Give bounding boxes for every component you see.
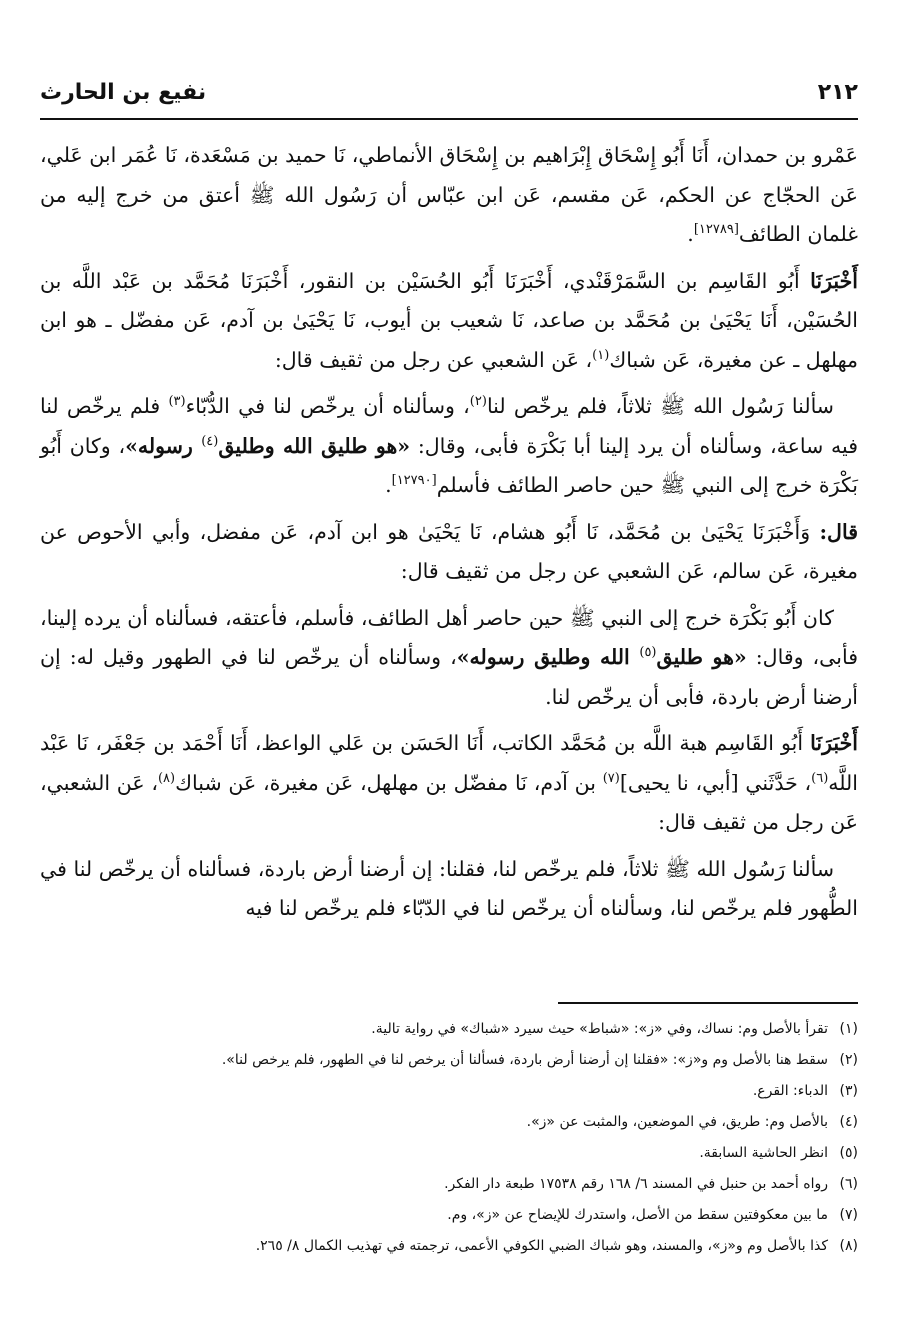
- footnote-number: (٨): [839, 1238, 858, 1254]
- footnote: [40, 1169, 858, 1200]
- paragraph-3: سألنا رَسُول الله ﷺ ثلاثاً، فلم يرخّص لنا$^{(٢)}$، وسألناه أن يرخّص لنا في الدُّبّاء$^{(٣)}$ فلم يرخّص لنا فيه ساعة، وسألناه أن يرد إلينا أبا بَكْرَة فأبى، وقال: «هو طليق الله وطليق$^{(٤)}$ رسوله»، وكان أَبُو بَكْرَة خرج إلى النبي ﷺ حين حاصر الطائف فأسلم[١٢٧٩٠].: [40, 394, 858, 497]
- footnote-number: (٤): [839, 1114, 858, 1130]
- footnote-text: الدباء: القرع.: [752, 1083, 828, 1099]
- footnote: [40, 1200, 858, 1231]
- paragraph-5: كان أَبُو بَكْرَة خرج إلى النبي ﷺ حين حاصر أهل الطائف، فأسلم، فأعتقه، فسألناه أن يرده إلينا، فأبى، وقال: «هو طليق$^{(٥)}$ الله وطليق رسوله»، وسألناه أن يرخّص لنا في الطهور وقيل له: إن أرضنا أرض باردة، فأبى أن يرخّص لنا.: [40, 605, 858, 709]
- footnote-number: (١): [839, 1021, 858, 1037]
- footnote-text: سقط هنا بالأصل وم و«ز»: «فقلنا إن أرضنا أرض باردة، فسألنا أن يرخص لنا في الطهور، فلم يرخص لنا».: [221, 1052, 828, 1068]
- footnote-number: (٧): [839, 1207, 858, 1223]
- footnote-marker-2: (٢): [469, 394, 487, 410]
- footnote-text: ما بين معكوفتين سقط من الأصل، واستدرك للإيضاح عن «ز»، وم.: [447, 1207, 828, 1223]
- paragraph-4: قال: وَأَخْبَرَنَا يَحْيَىٰ بن مُحَمَّد، نَا أَبُو هشام، نَا يَحْيَىٰ هو ابن آدم، عَن مفضل، وأبي الأحوص عن مغيرة، عَن سالم، عَن الشعبي عن رجل من ثقيف قال:: [40, 519, 858, 583]
- footnote: [40, 1138, 858, 1169]
- footnote-number: (٣): [839, 1083, 858, 1099]
- footnote-number: (٢): [839, 1052, 858, 1068]
- paragraph-1: عَمْرو بن حمدان، أَنَا أَبُو إِسْحَاق إِبْرَاهيم بن إِسْحَاق الأنماطي، نَا حميد بن مَسْعَدة، نَا عُمَر ابن عَلي، عَن الحجّاج عن الحكم، عَن مقسم، عَن ابن عبّاس أن رَسُول الله ﷺ أعتق من خرج إليه من غلمان الطائف[١٢٧٨٩].: [40, 143, 858, 246]
- footnote-marker-6: (٦): [811, 770, 829, 786]
- footnote-marker-3: (٣): [168, 394, 186, 410]
- paragraph-2: أَخْبَرَنَا أَبُو القَاسِم بن السَّمَرْقَنْدي، أَخْبَرَنَا أَبُو الحُسَيْن بن النقور، أَخْبَرَنَا مُحَمَّد بن عَبْد اللَّه بن الحُسَيْن، أَنَا يَحْيَىٰ بن مُحَمَّد بن صاعد، نَا شعيب بن أيوب، نَا يَحْيَىٰ بن آدم، عَن مفضّل ـ هو ابن مهلهل ـ عن مغيرة، عَن شباك$^{(١)}$، عَن الشعبي عن رجل من ثقيف قال:: [40, 268, 858, 372]
- footnote: [40, 1107, 858, 1138]
- footnote-number: (٥): [839, 1145, 858, 1161]
- paragraph-7: سألنا رَسُول الله ﷺ ثلاثاً، فلم يرخّص لنا، فقلنا: إن أرضنا أرض باردة، فسألناه أن يرخّص لنا في الطُّهور فلم يرخّص لنا، وسألناه أن يرخّص لنا في الدّبّاء فلم يرخّص لنا فيه: [40, 856, 858, 920]
- footnote-text: انظر الحاشية السابقة.: [699, 1145, 828, 1161]
- page-number: ٢١٢: [817, 79, 858, 105]
- page-header: [40, 72, 858, 112]
- footnote-number: (٦): [839, 1176, 858, 1192]
- footnote-text: كذا بالأصل وم و«ز»، والمسند، وهو شباك الضبي الكوفي الأعمى، ترجمته في تهذيب الكمال ٨/ ٢٦٥.: [255, 1238, 828, 1254]
- paragraph-6: أَخْبَرَنَا أَبُو القَاسِم هبة اللَّه بن مُحَمَّد الكاتب، أَنَا الحَسَن بن عَلي الواعظ، أَنَا أَحْمَد بن جَعْفَر، نَا عَبْد اللَّه$^{(٦)}$، حَدَّثَني [أبي، نا يحيى]$^{(٧)}$ بن آدم، نَا مفضّل بن مهلهل، عَن مغيرة، عَن شباك$^{(٨)}$، عَن الشعبي، عَن رجل من ثقيف قال:: [40, 731, 858, 834]
- footnote: [40, 1014, 858, 1045]
- footnotes: [40, 1014, 858, 1294]
- footnote: [40, 1045, 858, 1076]
- footnote-text: بالأصل وم: طريق، في الموضعين، والمثبت عن «ز».: [526, 1114, 828, 1130]
- footnote-divider: [558, 1002, 858, 1004]
- isnad-keyword: أَخْبَرَنَا: [810, 731, 858, 755]
- footnote-marker-8: (٨): [157, 770, 176, 786]
- footnote-marker-5: (٥): [639, 645, 657, 661]
- footnote-marker-4: (٤): [201, 433, 219, 449]
- header-rule: [40, 118, 858, 120]
- main-text: [40, 136, 858, 984]
- isnad-keyword: أَخْبَرَنَا: [810, 268, 858, 293]
- reference-number: [١٢٧٩٠]: [391, 473, 437, 489]
- footnote: [40, 1076, 858, 1107]
- isnad-keyword: قال:: [819, 519, 858, 544]
- reference-number: [١٢٧٨٩]: [693, 222, 739, 238]
- footnote-text: رواه أحمد بن حنبل في المسند ٦/ ١٦٨ رقم ١٧٥٣٨ طبعة دار الفكر.: [444, 1176, 828, 1192]
- footnote-marker-7: (٧): [602, 770, 620, 786]
- running-title: نفيع بن الحارث: [40, 79, 207, 105]
- footnote: [40, 1231, 858, 1262]
- footnote-marker-1: (١): [592, 347, 610, 363]
- footnote-text: تقرأ بالأصل وم: نساك، وفي «ز»: «شباط» حيث سيرد «شباك» في رواية تالية.: [371, 1021, 828, 1037]
